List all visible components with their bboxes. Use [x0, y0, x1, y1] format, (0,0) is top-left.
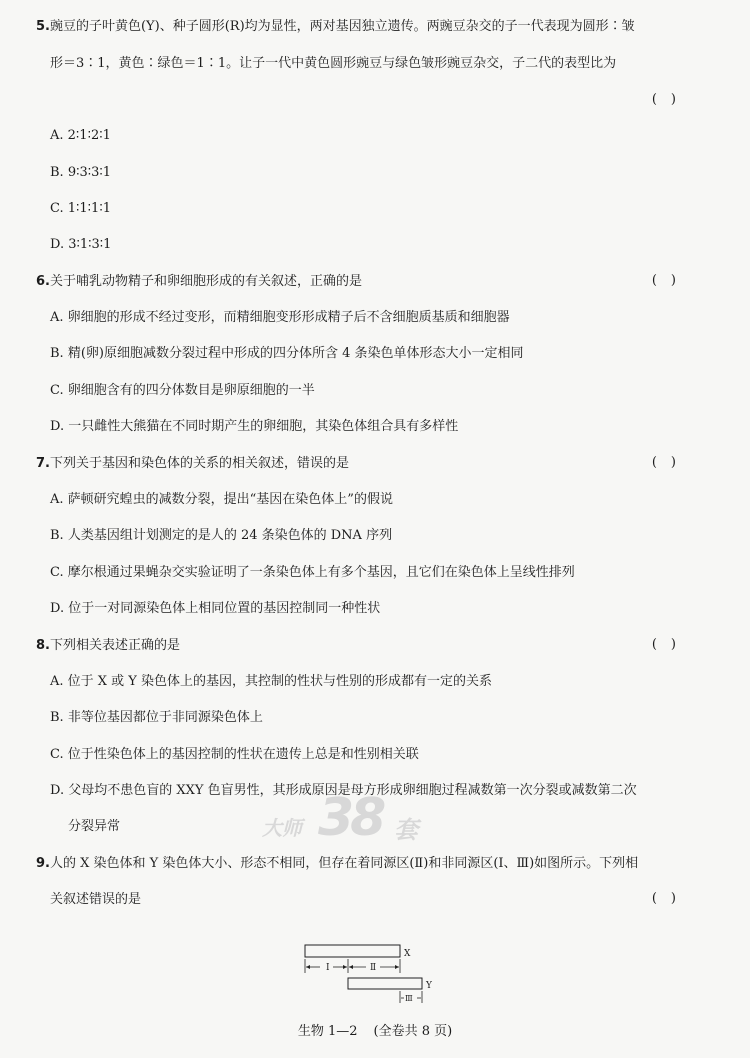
- region-2-label: Ⅱ: [370, 963, 377, 973]
- watermark-part3: 套: [394, 816, 418, 844]
- q5-option-b: B. 9∶3∶3∶1: [50, 165, 112, 180]
- watermark-part2: 38: [318, 788, 383, 848]
- y-label: Y: [426, 981, 432, 991]
- q8-option-b: B. 非等位基因都位于非同源染色体上: [50, 710, 263, 725]
- page-footer: [0, 1020, 750, 1039]
- q7-answer-paren: (): [651, 455, 690, 470]
- q8-option-c: C. 位于性染色体上的基因控制的性状在遗传上总是和性别相关联: [50, 747, 419, 762]
- watermark-part1: 大师: [262, 816, 302, 840]
- q9-stem-line1: [36, 855, 638, 873]
- q8-option-d-continuation: 分裂异常: [68, 819, 121, 834]
- q8-answer-paren: (): [651, 637, 690, 652]
- q5-stem-line1: [36, 18, 635, 36]
- region2-arrowhead-left: [349, 965, 353, 969]
- q5-option-d: D. 3∶1∶3∶1: [50, 237, 112, 252]
- q6-option-a: A. 卵细胞的形成不经过变形，而精细胞变形形成精子后不含细胞质基质和细胞器: [50, 310, 510, 325]
- q7-option-d: D. 位于一对同源染色体上相同位置的基因控制同一种性状: [50, 601, 381, 616]
- q5-option-c: C. 1∶1∶1∶1: [50, 201, 111, 216]
- q7-stem-text: 下列关于基因和染色体的关系的相关叙述，错误的是: [49, 456, 349, 471]
- q7-number: 7.: [36, 456, 50, 471]
- q8-stem: [36, 637, 180, 655]
- q8-option-a: A. 位于 X 或 Y 染色体上的基因，其控制的性状与性别的形成都有一定的关系: [50, 674, 493, 689]
- footer-subject: 生物 1—2: [297, 1024, 358, 1039]
- region-1-label: Ⅰ: [326, 963, 330, 973]
- q8-stem-text: 下列相关表述正确的是: [49, 638, 180, 653]
- q6-option-d: D. 一只雌性大熊猫在不同时期产生的卵细胞，其染色体组合具有多样性: [50, 419, 459, 434]
- region2-arrowhead-right: [395, 965, 399, 969]
- q8-number: 8.: [36, 638, 50, 653]
- region1-arrowhead-left: [306, 965, 310, 969]
- q6-stem: [36, 273, 362, 291]
- q6-option-c: C. 卵细胞含有的四分体数目是卵原细胞的一半: [50, 383, 315, 398]
- q5-stem-text: 豌豆的子叶黄色(Y)、种子圆形(R)均为显性，两对基因独立遗传。两豌豆杂交的子一代表现为圆形∶皱: [49, 19, 635, 34]
- watermark-logo: [262, 788, 442, 848]
- y-chromosome-bar: [348, 978, 422, 989]
- q7-option-b: B. 人类基因组计划测定的是人的 24 条染色体的 DNA 序列: [50, 528, 393, 543]
- q6-answer-paren: (): [651, 273, 690, 288]
- x-chromosome-bar: [305, 945, 400, 957]
- q6-stem-text: 关于哺乳动物精子和卵细胞形成的有关叙述，正确的是: [49, 274, 362, 289]
- q5-answer-paren: (): [651, 92, 690, 107]
- q5-number: 5.: [36, 19, 50, 34]
- q8-option-d: D. 父母均不患色盲的 XXY 色盲男性，其形成原因是母方形成卵细胞过程减数第一次分裂或减数第二次: [50, 783, 637, 798]
- q7-stem: [36, 455, 349, 473]
- q7-option-c: C. 摩尔根通过果蝇杂交实验证明了一条染色体上有多个基因，且它们在染色体上呈线性排列: [50, 565, 575, 580]
- footer-total-pages: (全卷共 8 页): [373, 1024, 453, 1039]
- q9-stem-line2: 关叙述错误的是: [50, 892, 142, 907]
- q6-option-b: B. 精(卵)原细胞减数分裂过程中形成的四分体所含 4 条染色单体形态大小一定相同: [50, 346, 524, 361]
- q9-answer-paren: (): [651, 891, 690, 906]
- q9-stem-text: 人的 X 染色体和 Y 染色体大小、形态不相同，但存在着同源区(Ⅱ)和非同源区(Ⅰ、Ⅲ)如图所示。下列相: [49, 856, 639, 871]
- x-label: X: [404, 949, 411, 959]
- region1-arrowhead-right: [343, 965, 347, 969]
- q5-option-a: A. 2∶1∶2∶1: [50, 128, 111, 143]
- xy-chromosome-figure: [300, 940, 450, 1006]
- q5-stem-line2: 形＝3∶1，黄色∶绿色＝1∶1。让子一代中黄色圆形豌豆与绿色皱形豌豆杂交，子二代的表型比为: [50, 56, 617, 71]
- region-3-label: Ⅲ: [405, 994, 413, 1003]
- q9-number: 9.: [36, 856, 50, 871]
- q7-option-a: A. 萨顿研究蝗虫的减数分裂，提出“基因在染色体上”的假说: [50, 492, 393, 507]
- q6-number: 6.: [36, 274, 50, 289]
